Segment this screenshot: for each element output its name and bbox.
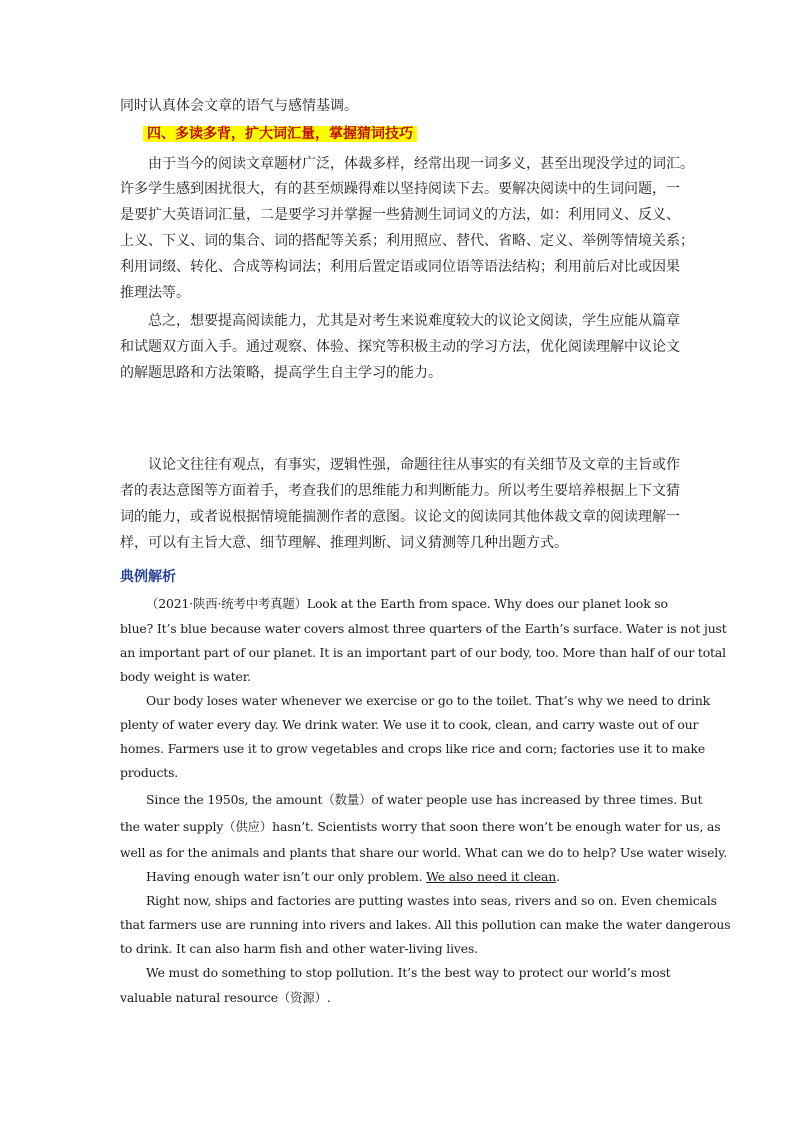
text-line: 者的表达意图等方面着手，考查我们的思维能力和判断能力。所以考生要培养根据上下文猜 <box>120 483 680 499</box>
text-line: 总之，想要提高阅读能力，尤其是对考生来说难度较大的议论文阅读，学生应能从篇章 <box>148 313 680 329</box>
intro-tail-line: 同时认真体会文章的语气与感情基调。 <box>120 98 358 114</box>
text-line: 许多学生感到困扰很大，有的甚至烦躁得难以坚持阅读下去。要解决阅读中的生词问题，一 <box>120 181 680 197</box>
text-line: 词的能力，或者说根据情境能揣测作者的意图。议论文的阅读同其他体裁文章的阅读理解一 <box>120 509 680 525</box>
passage-text: . <box>556 869 560 884</box>
text-line: 利用词缀、转化、合成等构词法；利用后置定语或同位语等语法结构；利用前后对比或因果 <box>120 259 680 275</box>
text-line: 样，可以有主旨大意、细节理解、推理判断、词义猜测等几种出题方式。 <box>120 535 568 551</box>
passage-line: plenty of water every day. We drink water. We use it to cook, clean, and carry waste out of our <box>120 717 699 732</box>
passage-text: Having enough water isn’t our only problem. <box>146 869 427 884</box>
text-line: 和试题双方面入手。通过观察、体验、探究等积极主动的学习方法，优化阅读理解中议论文 <box>120 339 680 355</box>
passage-line: an important part of our planet. It is an important part of our body, too. More than half of our total <box>120 645 726 660</box>
section4-heading-text: 四、多读多背，扩大词汇量，掌握猜词技巧 <box>143 126 417 142</box>
text-line: 推理法等。 <box>120 285 190 301</box>
section4-heading <box>143 122 708 146</box>
passage-line: the water supply（供应）hasn’t. Scientists worry that soon there won’t be enough water for us, as <box>120 819 721 834</box>
text-line: 由于当今的阅读文章题材广泛，体裁多样，经常出现一词多义，甚至出现没学过的词汇。 <box>148 156 694 172</box>
passage-line: （2021·陕西·统考中考真题）Look at the Earth from space. Why does our planet look so <box>146 596 668 611</box>
example-heading: 典例解析 <box>120 569 176 585</box>
passage-line: homes. Farmers use it to grow vegetables and crops like rice and corn; factories use it to make <box>120 741 706 756</box>
text-line: 议论文往往有观点，有事实，逻辑性强，命题往往从事实的有关细节及文章的主旨或作 <box>148 457 680 473</box>
passage-line: Right now, ships and factories are putting wastes into seas, rivers and so on. Even chemicals <box>146 893 717 908</box>
text-line: 是要扩大英语词汇量，二是要学习并掌握一些猜测生词词义的方法，如：利用同义、反义、 <box>120 207 680 223</box>
passage-line: Our body loses water whenever we exercise or go to the toilet. That’s why we need to drink <box>146 693 711 708</box>
passage-line: that farmers use are running into rivers and lakes. All this pollution can make the water dangerous <box>120 917 731 932</box>
passage-line <box>146 865 711 889</box>
text-line: 的解题思路和方法策略，提高学生自主学习的能力。 <box>120 365 442 381</box>
passage-line: well as for the animals and plants that share our world. What can we do to help? Use water wisely. <box>120 845 728 860</box>
passage-line: blue? It’s blue because water covers almost three quarters of the Earth’s surface. Water is not just <box>120 621 727 636</box>
passage-line: body weight is water. <box>120 669 251 684</box>
underlined-sentence: We also need it clean <box>426 869 557 884</box>
passage-line: valuable natural resource（资源）. <box>120 990 331 1005</box>
text-line: 上义、下义、词的集合、词的搭配等关系；利用照应、替代、省略、定义、举例等情境关系； <box>120 233 694 249</box>
passage-line: Since the 1950s, the amount（数量）of water people use has increased by three times. But <box>146 792 703 807</box>
passage-line: We must do something to stop pollution. It’s the best way to protect our world’s most <box>146 965 671 980</box>
passage-line: to drink. It can also harm fish and other water-living lives. <box>120 941 478 956</box>
passage-line: products. <box>120 765 179 780</box>
